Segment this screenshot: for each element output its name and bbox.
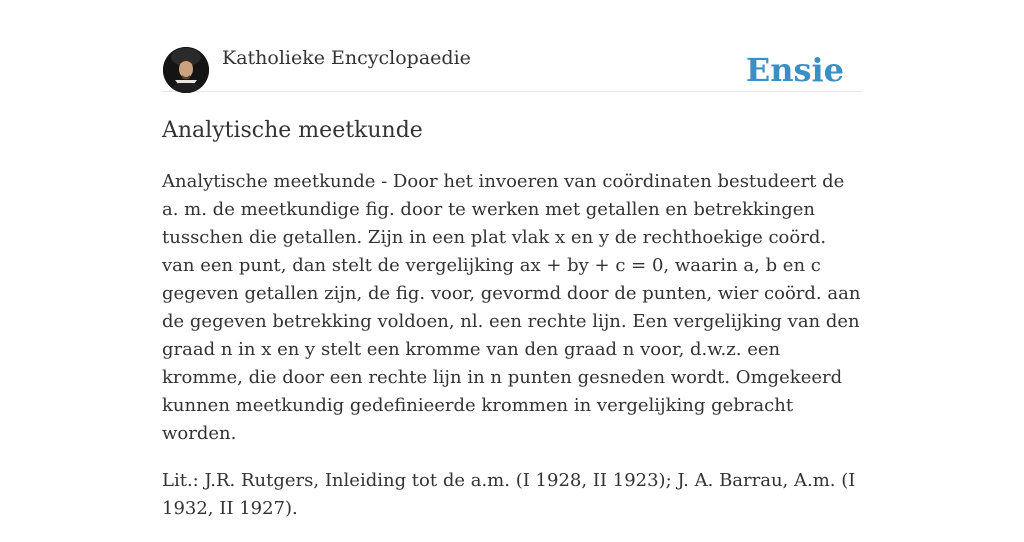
avatar[interactable] — [163, 47, 209, 93]
page-title: Analytische meetkunde — [162, 118, 423, 143]
page-container — [162, 0, 862, 519]
site-name[interactable]: Katholieke Encyclopaedie — [222, 47, 471, 69]
article-content — [162, 168, 862, 542]
portrait-icon — [163, 47, 209, 93]
article-literature: Lit.: J.R. Rutgers, Inleiding tot de a.m. (I 1928, II 1923); J. A. Barrau, A.m. (I 1932, II 1927). — [162, 470, 856, 519]
brand-logo[interactable]: Ensie — [745, 51, 844, 89]
article-body: Analytische meetkunde - Door het invoeren van coördinaten bestudeert de a. m. de meetkundige fig. door te werken met getallen en betrekkingen tusschen die getallen. Zijn in een plat vlak x en y de rechthoekige coörd. van een punt, dan stelt de vergelijking ax + by + c = 0, waarin a, b en c gegeven getallen zijn, de fig. voor, gevormd door de punten, wier coörd. aan de gegeven betrekking voldoen, nl. een rechte lijn. Een vergelijking van den graad n in x en y stelt een kromme van den graad n voor, d.w.z. een kromme, die door een rechte lijn in n punten gesneden wordt. Omgekeerd kunnen meetkundig gedefinieerde krommen in vergelijking gebracht worden. — [162, 171, 861, 444]
header — [162, 0, 862, 92]
